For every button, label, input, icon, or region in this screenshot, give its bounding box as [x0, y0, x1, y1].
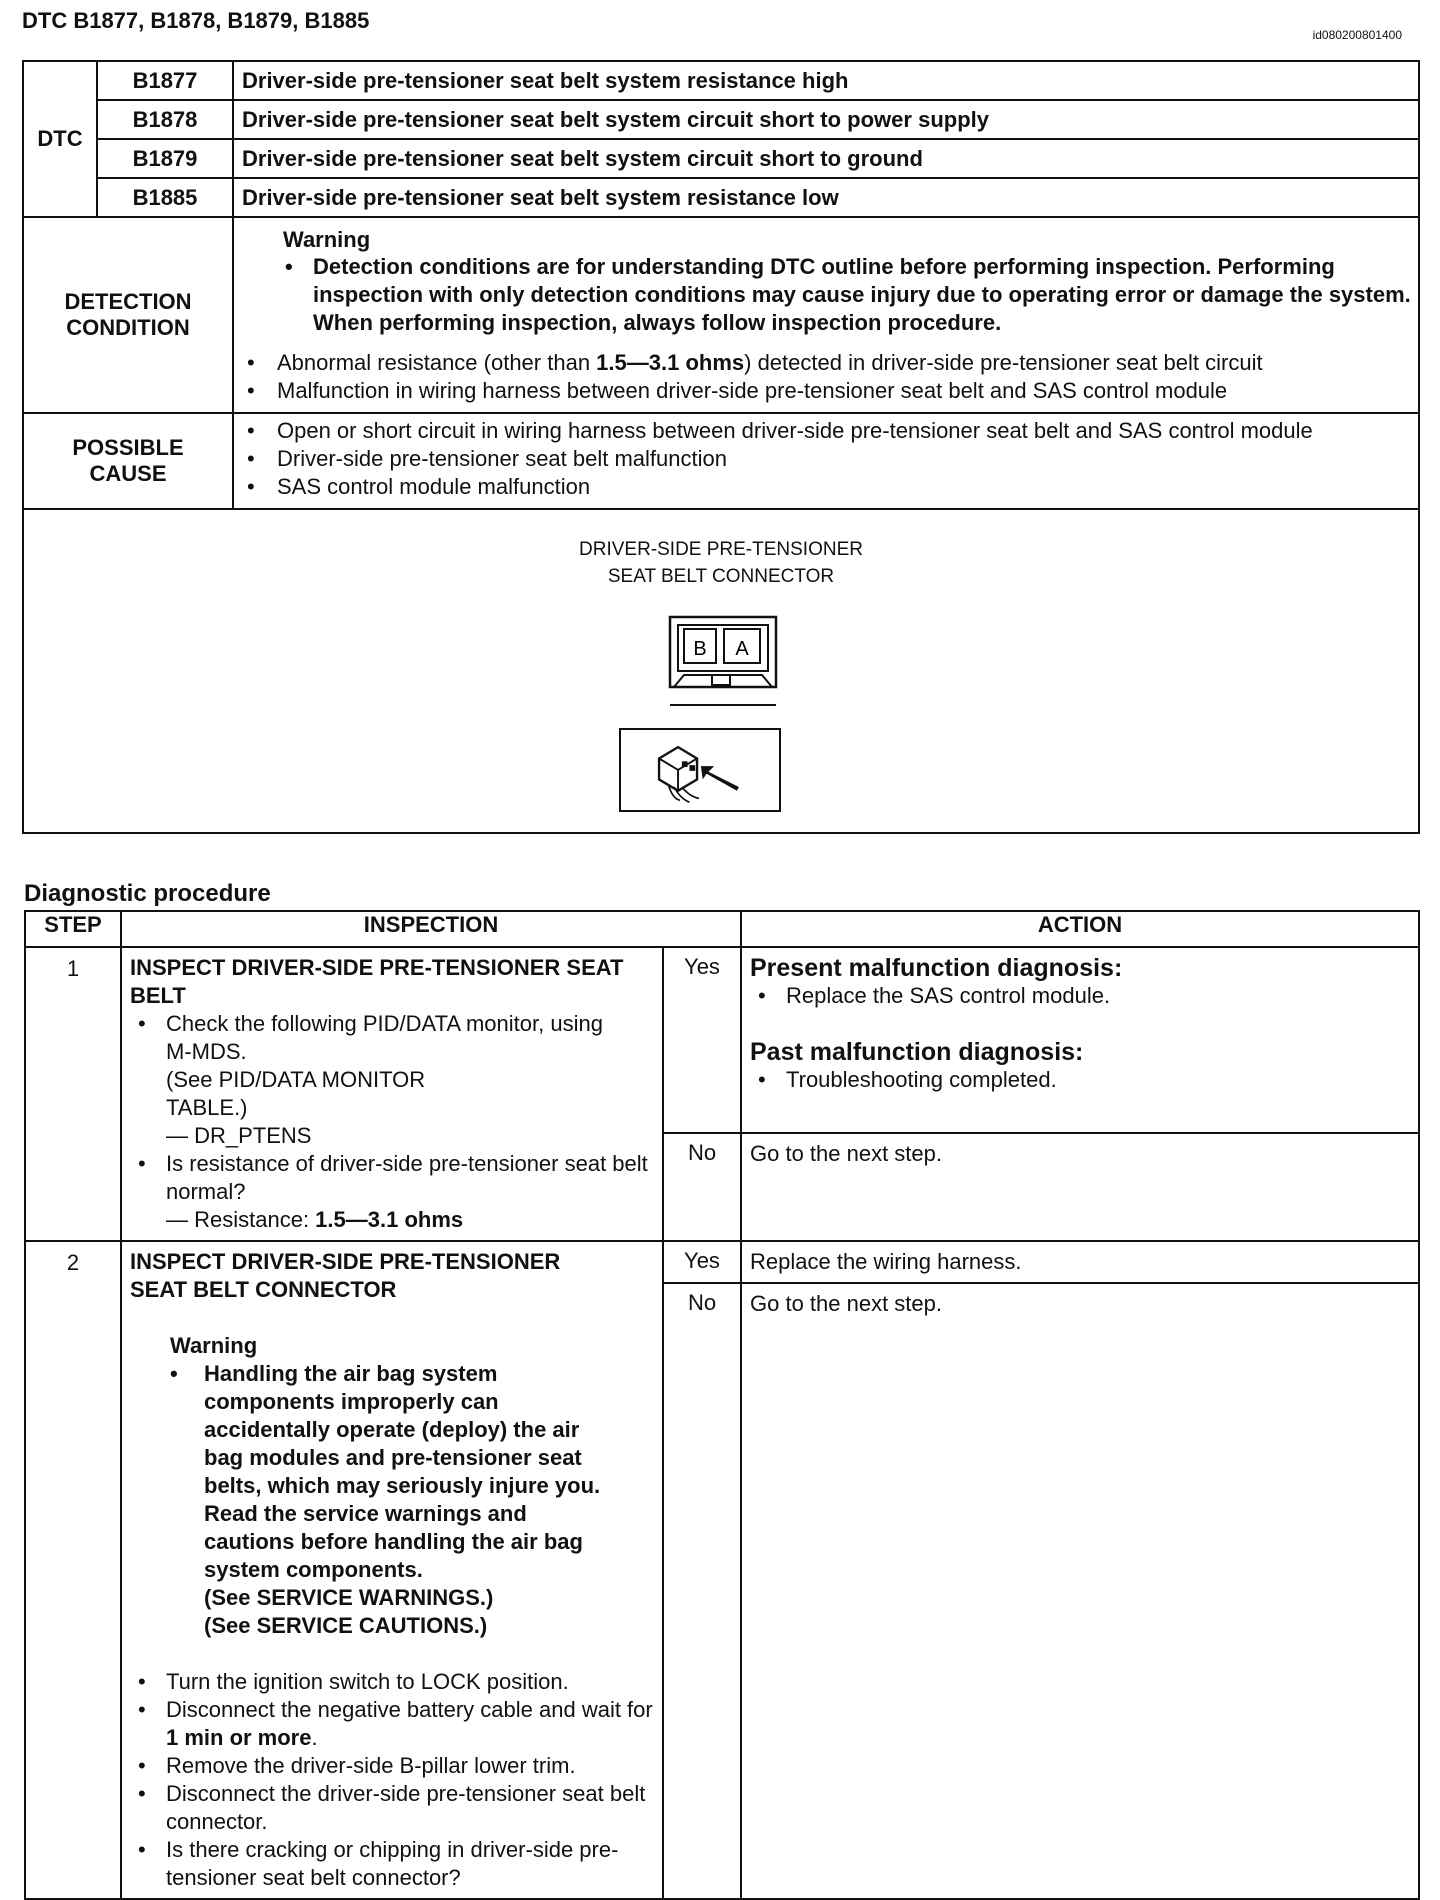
terminal-a-label: A [735, 638, 749, 660]
dtc-description: Driver-side pre-tensioner seat belt system resistance low [233, 178, 1419, 217]
text-line: Handling the air bag system [204, 1361, 498, 1386]
table-row [25, 1241, 1419, 1283]
bullet-icon: • [138, 1151, 146, 1176]
question-text: Is resistance of driver-side pre-tensioner seat belt normal? [166, 1151, 648, 1204]
possible-cause-line1: POSSIBLE [72, 435, 184, 460]
possible-cause-row [23, 413, 1419, 509]
warning-bullet [170, 1360, 654, 1640]
dtc-code: B1885 [97, 178, 233, 217]
bullet-icon: • [138, 1781, 146, 1806]
header-action: ACTION [741, 911, 1419, 947]
procedure-text-pre: Disconnect the negative battery cable and wait for [166, 1697, 653, 1722]
bullet-icon: • [247, 418, 255, 443]
yes-label: Yes [663, 947, 741, 1133]
dtc-row [23, 178, 1419, 217]
caption-line2: SEAT BELT CONNECTOR [607, 566, 835, 587]
dtc-code: B1877 [97, 61, 233, 100]
warning-text [204, 1360, 600, 1640]
resistance-range: 1.5—3.1 ohms [596, 350, 745, 375]
bullet-icon: • [758, 983, 766, 1008]
figure-row [23, 509, 1419, 833]
detection-condition-label [23, 217, 233, 413]
step-number: 1 [25, 947, 121, 1241]
detection-list [247, 349, 1417, 405]
action-text: Troubleshooting completed. [786, 1067, 1057, 1092]
list-item [138, 1780, 654, 1836]
warning-text: Detection conditions are for understanding DTC outline before performing inspection. Performing inspection with only detection conditions may cause injury due to operating error or damage the system. When performing inspection, always follow inspection procedure. [313, 254, 1411, 335]
table-header-row [25, 911, 1419, 947]
procedure-text: Remove the driver-side B-pillar lower trim. [166, 1753, 576, 1778]
dtc-row [23, 100, 1419, 139]
terminal-b-label: B [693, 638, 707, 660]
text-line: components improperly can [204, 1389, 499, 1414]
inspection-bullet-2 [166, 1150, 654, 1234]
dtc-row [23, 61, 1419, 100]
diagnostic-procedure-table [24, 910, 1420, 1900]
inspection-title [130, 1248, 654, 1304]
past-diagnosis-heading: Past malfunction diagnosis: [750, 1038, 1084, 1066]
connector-plug-icon [621, 730, 775, 806]
text-line: Check the following PID/DATA monitor, using [166, 1011, 603, 1036]
inspection-title: INSPECT DRIVER-SIDE PRE-TENSIONER SEAT BELT [130, 955, 624, 1008]
lock-tab [712, 675, 730, 685]
text-line: cautions before handling the air bag [204, 1529, 583, 1554]
detection-label-line1: DETECTION [64, 289, 192, 314]
detection-label-line2: CONDITION [66, 315, 190, 340]
caption-line1: DRIVER-SIDE PRE-TENSIONER [579, 539, 863, 560]
connector-diagram [668, 615, 778, 711]
detection-item-2: Malfunction in wiring harness between driver-side pre-tensioner seat belt and SAS control module [277, 378, 1228, 403]
procedure-list [130, 1668, 654, 1892]
inspection-cell [121, 947, 663, 1241]
list-item [138, 1668, 654, 1696]
bullet-icon: • [247, 378, 255, 403]
header-step: STEP [25, 911, 121, 947]
list-item [138, 1752, 654, 1780]
bullet-icon: • [138, 1837, 146, 1862]
table-row [25, 947, 1419, 1133]
bullet-icon: • [247, 446, 255, 471]
step-number: 2 [25, 1241, 121, 1899]
text-line: TABLE.) [166, 1095, 248, 1120]
inspection-cell [121, 1241, 663, 1899]
text-line: belts, which may seriously injure you. [204, 1473, 601, 1498]
detection-item-1-post: ) detected in driver-side pre-tensioner seat belt circuit [744, 350, 1263, 375]
list-item [138, 1836, 654, 1892]
cause-item: Driver-side pre-tensioner seat belt malfunction [277, 446, 727, 471]
procedure-text: Turn the ignition switch to LOCK position. [166, 1669, 569, 1694]
warning-title: Warning [170, 1333, 258, 1358]
possible-cause-label [23, 413, 233, 509]
possible-cause-content [233, 413, 1419, 509]
list-item [247, 473, 1417, 501]
list-item [247, 417, 1417, 445]
bullet-icon: • [758, 1067, 766, 1092]
bullet-icon: • [247, 474, 255, 499]
dtc-description: Driver-side pre-tensioner seat belt system circuit short to ground [233, 139, 1419, 178]
bullet-icon: • [138, 1753, 146, 1778]
present-diagnosis-heading: Present malfunction diagnosis: [750, 954, 1123, 982]
detection-item-1-pre: Abnormal resistance (other than [277, 350, 597, 375]
document-id: id080200801400 [1312, 28, 1402, 42]
bullet-icon: • [285, 254, 293, 279]
dtc-label: DTC [23, 61, 97, 217]
dtc-description: Driver-side pre-tensioner seat belt system circuit short to power supply [233, 100, 1419, 139]
list-item [138, 1150, 654, 1234]
text-line: system components. [204, 1557, 423, 1582]
warning-bullet [285, 253, 1417, 337]
connector-figure [23, 509, 1419, 833]
dtc-table [22, 60, 1420, 834]
connector-caption [24, 536, 1418, 590]
dtc-code: B1878 [97, 100, 233, 139]
inspection-bullet-1 [166, 1010, 603, 1150]
procedure-text: Is there cracking or chipping in driver-side pre-tensioner seat belt connector? [166, 1837, 619, 1890]
resistance-label: — Resistance: [166, 1207, 316, 1232]
yes-action [741, 947, 1419, 1133]
resistance-value: 1.5—3.1 ohms [315, 1207, 464, 1232]
bullet-icon: • [247, 350, 255, 375]
cause-item: Open or short circuit in wiring harness between driver-side pre-tensioner seat belt and SAS control module [277, 418, 1313, 443]
pid-name: — DR_PTENS [166, 1123, 312, 1148]
possible-cause-list [247, 417, 1417, 501]
list-item [247, 377, 1417, 405]
procedure-text-post: . [311, 1725, 318, 1750]
list-item [758, 982, 1410, 1010]
bullet-icon: • [138, 1669, 146, 1694]
no-action: Go to the next step. [741, 1133, 1419, 1241]
text-line: Read the service warnings and [204, 1501, 527, 1526]
list-item [247, 349, 1417, 377]
dtc-code: B1879 [97, 139, 233, 178]
harness-side-icon [619, 728, 781, 812]
page-title: DTC B1877, B1878, B1879, B1885 [22, 8, 370, 33]
warning-title: Warning [283, 227, 371, 252]
text-line: accidentally operate (deploy) the air [204, 1417, 580, 1442]
list-item [758, 1066, 1410, 1094]
list-item [138, 1696, 654, 1752]
list-item [247, 445, 1417, 473]
wait-time: 1 min or more [166, 1725, 312, 1750]
yes-label: Yes [663, 1241, 741, 1283]
header-inspection: INSPECTION [121, 911, 741, 947]
text-line: (See PID/DATA MONITOR [166, 1067, 426, 1092]
bullet-icon: • [170, 1361, 178, 1386]
no-label: No [663, 1283, 741, 1899]
action-text: Replace the SAS control module. [786, 983, 1111, 1008]
no-action: Go to the next step. [741, 1283, 1419, 1899]
cause-item: SAS control module malfunction [277, 474, 591, 499]
text-line: M-MDS. [166, 1039, 247, 1064]
bullet-icon: • [138, 1697, 146, 1722]
list-item [138, 1010, 654, 1150]
dtc-row [23, 139, 1419, 178]
procedure-text: Disconnect the driver-side pre-tensioner seat belt connector. [166, 1781, 646, 1834]
no-label: No [663, 1133, 741, 1241]
bullet-icon: • [138, 1011, 146, 1036]
yes-action: Replace the wiring harness. [741, 1241, 1419, 1283]
title-line: INSPECT DRIVER-SIDE PRE-TENSIONER [130, 1249, 561, 1274]
possible-cause-line2: CAUSE [89, 461, 167, 486]
section-title: Diagnostic procedure [24, 880, 271, 907]
text-line: bag modules and pre-tensioner seat [204, 1445, 582, 1470]
title-line: SEAT BELT CONNECTOR [130, 1277, 397, 1302]
procedure-text [166, 1696, 654, 1752]
dtc-description: Driver-side pre-tensioner seat belt system resistance high [233, 61, 1419, 100]
detection-condition-row [23, 217, 1419, 413]
detection-item-1 [277, 349, 1263, 377]
reference-link[interactable]: (See SERVICE WARNINGS.) [204, 1585, 494, 1610]
reference-link[interactable]: (See SERVICE CAUTIONS.) [204, 1613, 488, 1638]
detection-condition-content [233, 217, 1419, 413]
